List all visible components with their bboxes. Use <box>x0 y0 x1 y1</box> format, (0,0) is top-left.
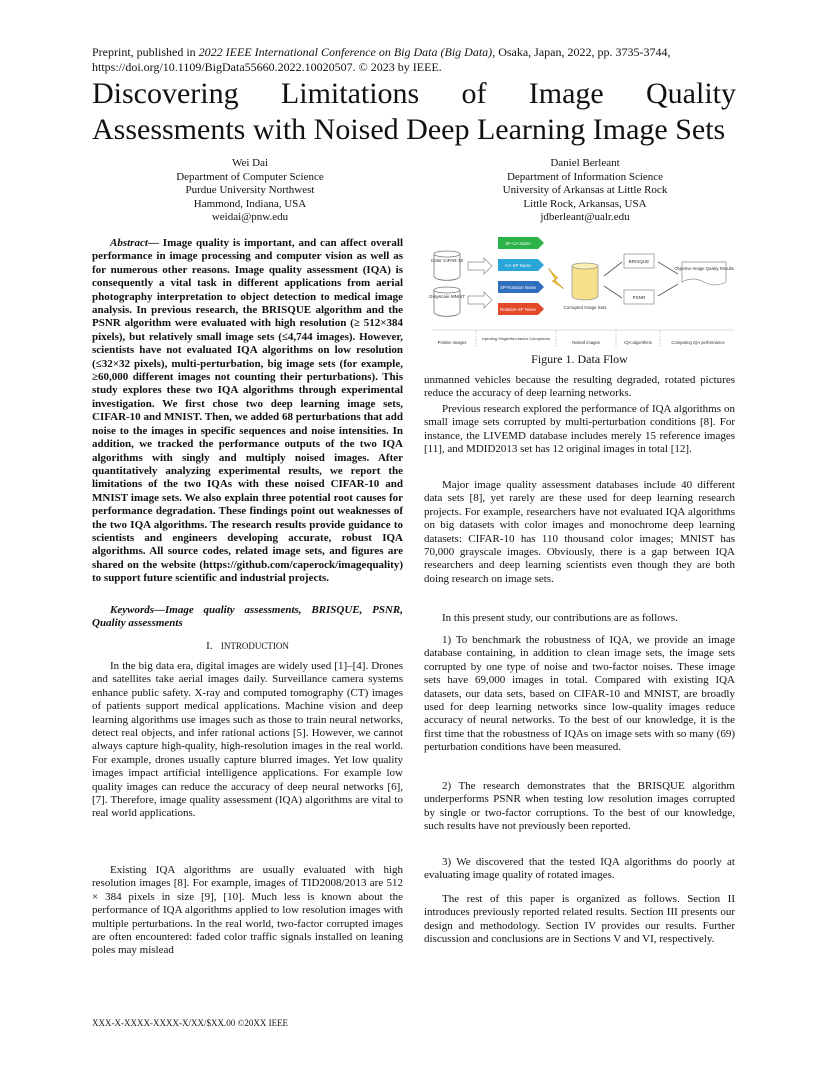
right-paragraph-8 <box>424 893 735 947</box>
author-org: University of Arkansas at Little Rock <box>502 184 668 197</box>
right-paragraph-3 <box>424 479 735 586</box>
doi-line[interactable]: https://doi.org/10.1109/BigData55660.2022.10020507. © 2023 by IEEE. <box>92 60 442 74</box>
stage-label: IQA algorithms <box>624 340 652 345</box>
preprint-text-2: , Osaka, Japan, 2022, pp. 3735-3744, <box>492 45 671 59</box>
svg-text:SP-Rotation Noise: SP-Rotation Noise <box>499 285 537 290</box>
paragraph: The rest of this paper is organized as follows. Section II introduces previously reported related results. Section III presents our design and methodology. Section IV provides our results. Further discussion and conclusions are in Sections V and VI, respectively. <box>424 893 735 946</box>
paragraph: 2) The research demonstrates that the BRISQUE algorithm underperforms PSNR when testing low resolution images corrupted by single or two-factor corruptions. To the best of our knowledge, such results have not previously been reported. <box>424 780 735 833</box>
paragraph: 1) To benchmark the robustness of IQA, we provide an image database containing, in addition to clean image sets, the image sets corrupted by one type of noise and two-factor noises. These image sets have 69,000 images in total. Compared with existing IQA datasets, our data sets, based on CIFAR-10 and MNIST, are broadly used for deep learning networks since low-quality images reduce accuracy of neural networks. To the best of our knowledge, it is the first time that the robustness of IQAs on image sets with so many (69) perturbation conditions have been measured. <box>424 634 735 754</box>
author-location: Hammond, Indiana, USA <box>193 197 307 210</box>
svg-text:Rotation-SF Noise: Rotation-SF Noise <box>500 307 536 312</box>
keywords <box>92 604 403 631</box>
intro-paragraph-2 <box>92 864 403 958</box>
author-location: Little Rock, Arkansas, USA <box>523 197 647 210</box>
svg-text:Corrupted Image Sets: Corrupted Image Sets <box>563 305 607 310</box>
author-org: Purdue University Northwest <box>185 184 315 197</box>
svg-text:CA-SP Noise: CA-SP Noise <box>505 263 531 268</box>
section-number: I. <box>206 640 213 652</box>
color-dataset-icon <box>431 251 464 280</box>
right-paragraph-1 <box>424 374 735 401</box>
right-paragraph-7 <box>424 856 735 883</box>
color-dataset-label: Color CIFAR-10 <box>430 258 464 263</box>
paragraph: unmanned vehicles because the resulting degraded, rotated pictures reduce the accuracy of deep learning networks. <box>424 374 735 400</box>
gray-dataset-label: Grayscale MNIST <box>428 294 466 299</box>
author-dept: Department of Information Science <box>506 170 664 183</box>
arrow-icon <box>468 258 492 274</box>
right-paragraph-2 <box>424 403 735 457</box>
stage-label: Pristine images <box>437 340 467 345</box>
noise-box-2 <box>498 259 544 271</box>
stage-label: Comparing IQA performance <box>671 340 725 345</box>
paragraph: In this present study, our contributions are as follows. <box>442 612 678 624</box>
paragraph: 3) We discovered that the tested IQA algorithms do poorly at evaluating image quality of rotated images. <box>424 856 735 882</box>
stage-label: Noised images <box>572 340 600 345</box>
author-dept: Department of Computer Science <box>176 170 324 183</box>
svg-text:Objective Image Quality Result: Objective Image Quality Results <box>674 266 734 271</box>
noise-box-1 <box>498 237 544 249</box>
psnr-box <box>624 290 654 304</box>
title-line-1: Discovering Limitations of Image Quality <box>92 77 736 110</box>
preprint-note <box>92 45 742 75</box>
stage-label: Injecting Single/two-factor Corruptions <box>482 336 550 341</box>
keywords-text: Keywords—Image quality assessments, BRISQUE, PSNR, Quality assessments <box>92 604 403 630</box>
author-email[interactable]: weidai@pnw.edu <box>211 211 289 224</box>
gray-dataset-icon <box>429 287 465 316</box>
arrow-icon <box>468 292 492 308</box>
lightning-icon <box>548 268 564 289</box>
svg-text:PSNR: PSNR <box>632 295 646 300</box>
brisque-box <box>624 254 654 268</box>
intro-paragraph-1 <box>92 660 403 821</box>
abstract-label: Abstract <box>110 237 148 249</box>
arrow-icon <box>604 286 622 298</box>
paragraph: Previous research explored the performance of IQA algorithms on small image sets corrupted by multi-perturbation conditions [8]. For instance, the LIVEMD database includes merely 15 reference images [11], and MDID2013 set has 12 original images in total [12]. <box>424 403 735 456</box>
author-block-2 <box>480 157 690 225</box>
section-title: INTRODUCTION <box>220 641 289 651</box>
abstract <box>92 237 403 586</box>
author-email[interactable]: jdberleant@ualr.edu <box>540 211 630 224</box>
title-line-2: Assessments with Noised Deep Learning Image Sets <box>92 113 726 146</box>
figure-caption: Figure 1. Data Flow <box>531 352 628 366</box>
data-flow-figure <box>428 232 736 352</box>
paragraph: Major image quality assessment databases include 40 different data sets [8], yet rarely are these used for deep learning research projects. For example, researchers have not evaluated IQA algorithms on big datasets with color images and monochrome deep learning datasets: CIFAR-10 has 110 thousand color images; MNIST has 70,000 grayscale images. Obviously, there is a gap between IQA researchers and deep learning scientists even though they are both doing research on image sets. <box>424 479 735 585</box>
author-name: Wei Dai <box>231 157 269 169</box>
author-block-1 <box>150 157 350 225</box>
abstract-text: — Image quality is important, and can affect overall performance in image processing and computer vision as well as for numerous other reasons. Image quality assessment (IQA) is consequently a vital task in different applications from aerial photography interpretation to object detection to medical image analysis. In previous research, the BRISQUE algorithm and the PSNR algorithm were evaluated with high resolution (≥ 512×384 pixels), but relatively small image sets (≤4,744 images). However, scientists have not evaluated IQA algorithms on low resolution (≤32×32 pixels), multi-perturbation, big image sets (for example, ≥60,000 different images not counting their perturbations). This study explores these two IQA algorithms through experimental investigation. We first chose two deep learning image sets, CIFAR-10 and MNIST. Then, we added 68 perturbations that add noise to the images in specific sequences and noise intensities. In addition, we tracked the performance outputs of the two IQA algorithms with singly and multiply noised images. After quantitatively analyzing experimental results, we report the limitations of the two IQAs with these noised CIFAR-10 and MNIST image sets. We also explain three potential root causes for performance degradation. These findings point out weaknesses of the two IQA algorithms. The research results provide guidance to scientists and engineers developing accurate, robust IQA algorithms. All source codes, related image sets, and figures are shared on the website (https://github.com/caperock/imagequality) to support future scientific and industrial projects. <box>92 237 403 585</box>
corrupted-dataset-icon <box>564 263 608 310</box>
preprint-text: Preprint, published in <box>92 45 199 59</box>
copyright-footer: XXX-X-XXXX-XXXX-X/XX/$XX.00 ©20XX IEEE <box>92 1018 289 1028</box>
paper-title <box>92 76 736 148</box>
right-paragraph-6 <box>424 780 735 834</box>
author-name: Daniel Berleant <box>550 157 620 169</box>
venue-name: 2022 IEEE International Conference on Big Data (Big Data) <box>198 45 493 59</box>
section-heading <box>92 640 403 652</box>
svg-text:BRISQUE: BRISQUE <box>628 259 650 264</box>
noise-box-4 <box>498 303 544 315</box>
paragraph: In the big data era, digital images are widely used [1]–[4]. Drones and satellites take aerial images daily. Surveillance camera systems enhance public safety. X-ray and computed tomography (CT) images of patients support medical applications. Machine vision and deep learning algorithms use images such as those to train neural networks, detect real objects, and infer rational actions [5]. However, we cannot always capture high-quality, high-resolution images in the real world. For example, drones usually capture blurred images. Yet low quality images impact artificial intelligence applications. For example low quality images can reduce the accuracy of deep neural networks [6], [7]. Therefore, image quality assessment (IQA) algorithms are vital to real world applications. <box>92 660 403 820</box>
right-paragraph-5 <box>424 634 735 755</box>
arrow-icon <box>604 262 622 276</box>
paragraph: Existing IQA algorithms are usually evaluated with high resolution images [8]. For example, images of TID2008/2013 are 512 × 384 pixels in size [9], [10]. Much less is known about the performance of IQA algorithms applied to low resolution images with multiple perturbations. In the real world, two-factor corrupted images are often encountered: faded color traffic signals installed on leaning poles may mislead <box>92 864 403 957</box>
svg-text:SF-CA Noise: SF-CA Noise <box>505 241 531 246</box>
right-paragraph-4 <box>424 612 735 625</box>
results-document-icon <box>674 262 734 285</box>
noise-box-3 <box>498 281 544 293</box>
